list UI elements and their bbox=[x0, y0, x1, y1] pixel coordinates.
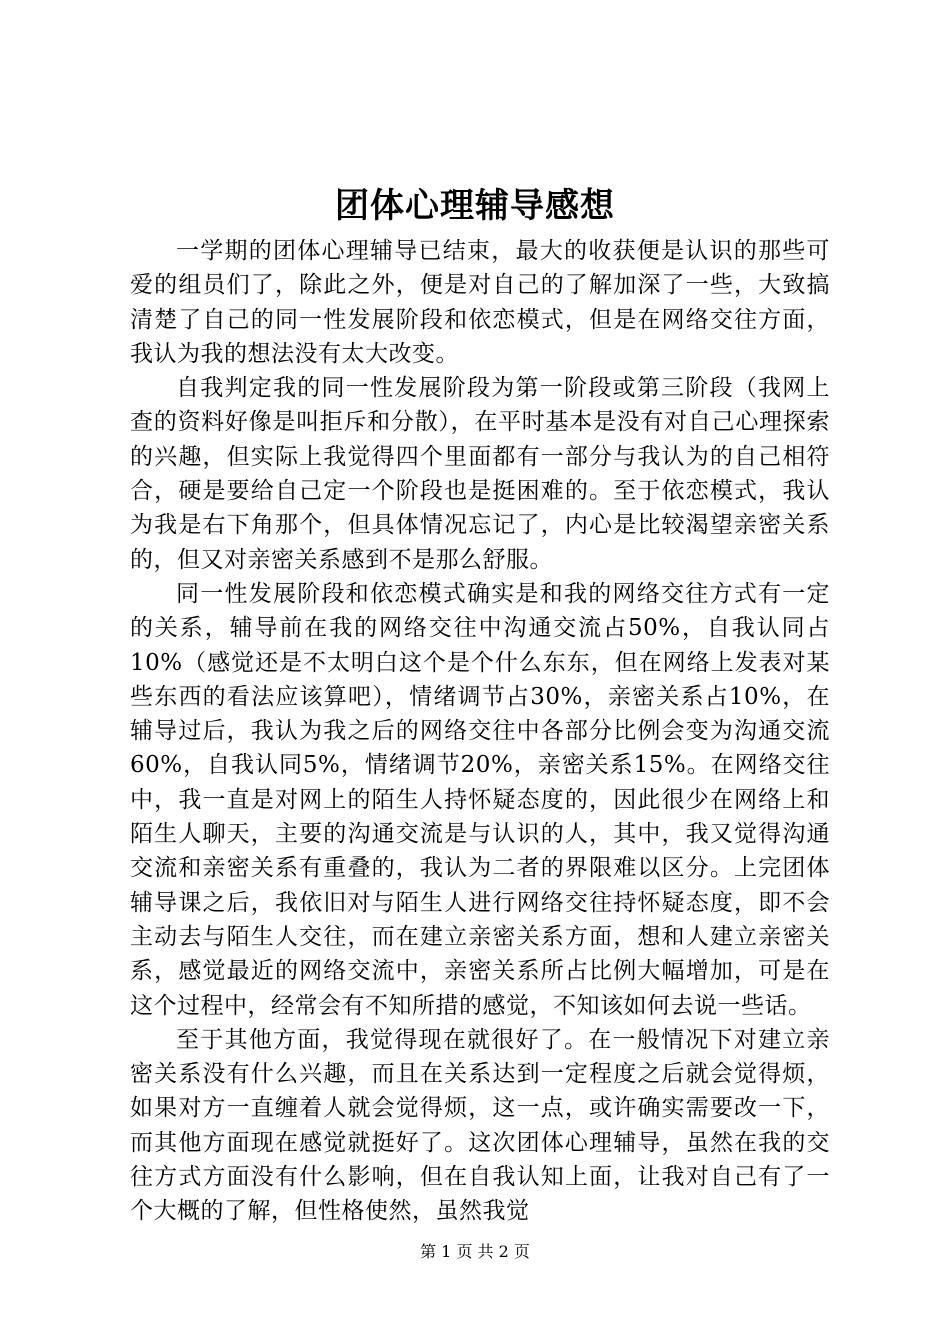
paragraph: 自我判定我的同一性发展阶段为第一阶段或第三阶段（我网上查的资料好像是叫拒斥和分散），在平时基本是没有对自己心理探索的兴趣，但实际上我觉得四个里面都有一部分与我认为的自己相符合，硬是要给自己定一个阶段也是挺困难的。至于依恋模式，我认为我是右下角那个，但具体情况忘记了，内心是比较渴望亲密关系的，但又对亲密关系感到不是那么舒服。 bbox=[130, 375, 830, 573]
page-number-footer: 第 1 页 共 2 页 bbox=[420, 1242, 530, 1261]
document-body bbox=[130, 234, 830, 1229]
document-title: 团体心理辅导感想 bbox=[335, 186, 615, 226]
paragraph: 至于其他方面，我觉得现在就很好了。在一般情况下对建立亲密关系没有什么兴趣，而且在关系达到一定程度之后就会觉得烦，如果对方一直缠着人就会觉得烦，这一点，或许确实需要改一下，而其他方面现在感觉就挺好了。这次团体心理辅导，虽然在我的交往方式方面没有什么影响，但在自我认知上面，让我对自己有了一个大概的了解，但性格使然，虽然我觉 bbox=[130, 1026, 830, 1225]
paragraph: 一学期的团体心理辅导已结束，最大的收获便是认识的那些可爱的组员们了，除此之外，便是对自己的了解加深了一些，大致搞清楚了自己的同一性发展阶段和依恋模式，但是在网络交往方面，我认为我的想法没有太大改变。 bbox=[130, 238, 830, 367]
paragraph: 同一性发展阶段和依恋模式确实是和我的网络交往方式有一定的关系，辅导前在我的网络交往中沟通交流占50%，自我认同占10%（感觉还是不太明白这个是个什么东东，但在网络上发表对某些东西的看法应该算吧），情绪调节占30%，亲密关系占10%，在辅导过后，我认为我之后的网络交往中各部分比例会变为沟通交流60%，自我认同5%，情绪调节20%，亲密关系15%。在网络交往中，我一直是对网上的陌生人持怀疑态度的，因此很少在网络上和陌生人聊天，主要的沟通交流是与认识的人，其中，我又觉得沟通交流和亲密关系有重叠的，我认为二者的界限难以区分。上完团体辅导课之后，我依旧对与陌生人进行网络交往持怀疑态度，即不会主动去与陌生人交往，而在建立亲密关系方面，想和人建立亲密关系，感觉最近的网络交流中，亲密关系所占比例大幅增加，可是在这个过程中，经常会有不知所措的感觉，不知该如何去说一些话。 bbox=[130, 580, 830, 1019]
